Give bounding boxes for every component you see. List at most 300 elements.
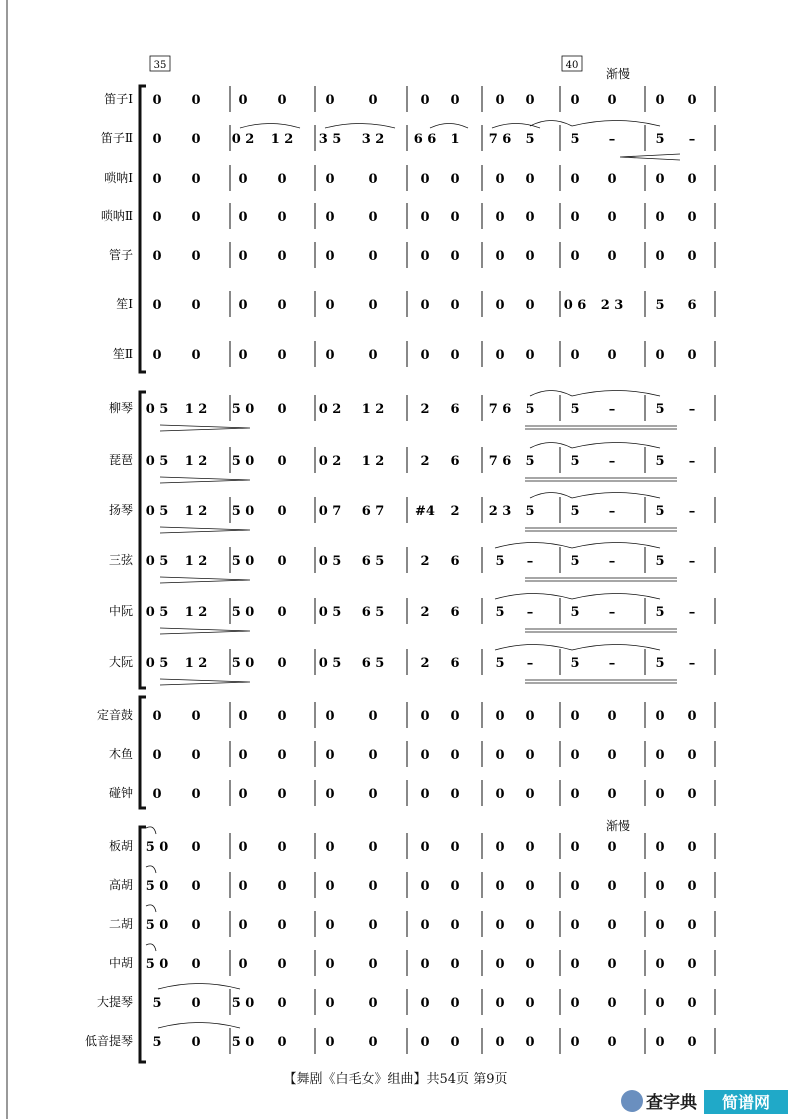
note-liuqin-5: 1 2 [361, 402, 385, 417]
note-zhongruan-5: 6 5 [361, 605, 385, 620]
note-bass-7: 0 [450, 1035, 460, 1050]
tie [530, 493, 572, 499]
hairpin [620, 154, 680, 160]
note-sheng2-12: 0 [655, 348, 665, 363]
note-suona1-11: 0 [607, 172, 617, 187]
note-muyu-8: 0 [495, 748, 505, 763]
note-pipa-6: 2 [420, 454, 430, 469]
note-daruan-7: 6 [450, 656, 460, 671]
note-zhongruan-12: 5 [655, 605, 665, 620]
note-yangqin-9: 5 [525, 504, 535, 519]
note-suona2-2: 0 [238, 210, 248, 225]
note-sheng2-0: 0 [152, 348, 162, 363]
note-erhu-7: 0 [450, 918, 460, 933]
instrument-label-erhu: 二胡 [108, 917, 133, 931]
note-suona1-0: 0 [152, 172, 162, 187]
note-sheng1-6: 0 [420, 298, 430, 313]
note-zhonghu-13: 0 [687, 957, 697, 972]
note-sanxian-13: – [688, 554, 696, 569]
note-banhu-7: 0 [450, 840, 460, 855]
note-liuqin-3: 0 [277, 402, 287, 417]
note-zhonghu-1: 0 [191, 957, 201, 972]
note-gaohu-4: 0 [325, 879, 335, 894]
note-zhonghu-10: 0 [570, 957, 580, 972]
slur [492, 124, 540, 129]
note-liuqin-8: 7 6 [488, 402, 512, 417]
note-suona2-11: 0 [607, 210, 617, 225]
note-bass-6: 0 [420, 1035, 430, 1050]
note-cello-8: 0 [495, 996, 505, 1011]
note-banhu-10: 0 [570, 840, 580, 855]
note-erhu-4: 0 [325, 918, 335, 933]
instrument-label-suona2: 唢呐Ⅱ [100, 209, 133, 223]
note-cello-1: 0 [191, 996, 201, 1011]
note-zhonghu-0: 5 0 [145, 957, 169, 972]
note-yangqin-12: 5 [655, 504, 665, 519]
tie [158, 1023, 240, 1029]
note-guanzi-9: 0 [525, 249, 535, 264]
note-pipa-9: 5 [525, 454, 535, 469]
note-dizi2-0: 0 [152, 132, 162, 147]
note-dizi1-11: 0 [607, 93, 617, 108]
note-zhongruan-2: 5 0 [231, 605, 255, 620]
slur [240, 124, 300, 129]
note-daruan-0: 0 5 [145, 656, 169, 671]
instrument-label-gaohu: 高胡 [108, 878, 133, 892]
note-guanzi-0: 0 [152, 249, 162, 264]
note-pipa-7: 6 [450, 454, 460, 469]
note-sanxian-8: 5 [495, 554, 505, 569]
note-suona2-13: 0 [687, 210, 697, 225]
slur [325, 124, 395, 129]
note-pengzhong-9: 0 [525, 787, 535, 802]
note-banhu-9: 0 [525, 840, 535, 855]
tie [530, 121, 572, 127]
note-zhonghu-4: 0 [325, 957, 335, 972]
note-dizi2-12: 5 [655, 132, 665, 147]
note-yangqin-4: 0 7 [318, 504, 342, 519]
instrument-label-guanzi: 管子 [108, 248, 133, 262]
note-timp-11: 0 [607, 709, 617, 724]
note-banhu-3: 0 [277, 840, 287, 855]
note-pengzhong-5: 0 [368, 787, 378, 802]
note-muyu-4: 0 [325, 748, 335, 763]
note-guanzi-12: 0 [655, 249, 665, 264]
note-erhu-1: 0 [191, 918, 201, 933]
tie [572, 645, 660, 651]
note-guanzi-4: 0 [325, 249, 335, 264]
note-zhongruan-3: 0 [277, 605, 287, 620]
note-suona2-5: 0 [368, 210, 378, 225]
note-suona2-12: 0 [655, 210, 665, 225]
note-erhu-5: 0 [368, 918, 378, 933]
note-sheng1-9: 0 [525, 298, 535, 313]
instrument-label-zhonghu: 中胡 [108, 956, 133, 970]
note-dizi2-5: 3 2 [361, 132, 385, 147]
note-pengzhong-12: 0 [655, 787, 665, 802]
note-timp-4: 0 [325, 709, 335, 724]
note-bass-5: 0 [368, 1035, 378, 1050]
note-sheng2-6: 0 [420, 348, 430, 363]
note-zhongruan-6: 2 [420, 605, 430, 620]
note-sheng1-2: 0 [238, 298, 248, 313]
watermark-sub: 简谱网 [721, 1093, 771, 1112]
tie [572, 594, 660, 600]
note-erhu-3: 0 [277, 918, 287, 933]
instrument-label-sheng1: 笙Ⅰ [116, 297, 133, 311]
note-daruan-10: 5 [570, 656, 580, 671]
note-suona2-8: 0 [495, 210, 505, 225]
note-bass-13: 0 [687, 1035, 697, 1050]
note-sanxian-7: 6 [450, 554, 460, 569]
note-timp-8: 0 [495, 709, 505, 724]
note-liuqin-10: 5 [570, 402, 580, 417]
note-liuqin-7: 6 [450, 402, 460, 417]
note-suona1-13: 0 [687, 172, 697, 187]
note-cello-12: 0 [655, 996, 665, 1011]
note-suona2-0: 0 [152, 210, 162, 225]
instrument-label-suona1: 唢呐Ⅰ [104, 171, 133, 185]
note-sheng1-4: 0 [325, 298, 335, 313]
note-muyu-13: 0 [687, 748, 697, 763]
note-erhu-10: 0 [570, 918, 580, 933]
note-timp-13: 0 [687, 709, 697, 724]
hairpin [160, 527, 250, 533]
note-suona1-2: 0 [238, 172, 248, 187]
note-muyu-7: 0 [450, 748, 460, 763]
note-guanzi-2: 0 [238, 249, 248, 264]
tie [158, 984, 240, 990]
note-suona2-7: 0 [450, 210, 460, 225]
note-guanzi-13: 0 [687, 249, 697, 264]
note-banhu-12: 0 [655, 840, 665, 855]
note-timp-12: 0 [655, 709, 665, 724]
note-gaohu-6: 0 [420, 879, 430, 894]
note-dizi1-2: 0 [238, 93, 248, 108]
note-muyu-9: 0 [525, 748, 535, 763]
note-guanzi-5: 0 [368, 249, 378, 264]
instrument-label-zhongruan: 中阮 [108, 604, 133, 618]
tie [572, 543, 660, 549]
note-pengzhong-7: 0 [450, 787, 460, 802]
note-zhongruan-11: – [608, 605, 616, 620]
note-bass-3: 0 [277, 1035, 287, 1050]
tie [146, 905, 156, 912]
tempo-mark-lower: 渐慢 [605, 819, 631, 833]
note-erhu-13: 0 [687, 918, 697, 933]
note-suona1-7: 0 [450, 172, 460, 187]
note-banhu-11: 0 [607, 840, 617, 855]
note-dizi2-6: 6 6 [413, 132, 437, 147]
note-pipa-11: – [608, 454, 616, 469]
instrument-label-cello: 大提琴 [96, 995, 133, 1009]
note-sheng2-7: 0 [450, 348, 460, 363]
note-sheng1-10: 0 6 [563, 298, 587, 313]
hairpin [160, 577, 250, 583]
note-guanzi-8: 0 [495, 249, 505, 264]
note-erhu-6: 0 [420, 918, 430, 933]
tie [572, 121, 660, 127]
note-dizi1-13: 0 [687, 93, 697, 108]
instrument-label-yangqin: 扬琴 [108, 503, 133, 517]
note-sheng2-1: 0 [191, 348, 201, 363]
hairpin [160, 628, 250, 634]
note-daruan-13: – [688, 656, 696, 671]
note-bass-10: 0 [570, 1035, 580, 1050]
note-zhonghu-7: 0 [450, 957, 460, 972]
note-dizi2-1: 0 [191, 132, 201, 147]
note-sanxian-3: 0 [277, 554, 287, 569]
note-bass-0: 5 [152, 1035, 162, 1050]
note-gaohu-2: 0 [238, 879, 248, 894]
note-pipa-2: 5 0 [231, 454, 255, 469]
note-muyu-1: 0 [191, 748, 201, 763]
watermark-mascot-icon [621, 1090, 643, 1112]
note-liuqin-6: 2 [420, 402, 430, 417]
note-dizi1-3: 0 [277, 93, 287, 108]
note-muyu-5: 0 [368, 748, 378, 763]
note-liuqin-12: 5 [655, 402, 665, 417]
note-liuqin-11: – [608, 402, 616, 417]
note-yangqin-1: 1 2 [184, 504, 208, 519]
note-cello-3: 0 [277, 996, 287, 1011]
note-suona1-10: 0 [570, 172, 580, 187]
note-muyu-12: 0 [655, 748, 665, 763]
note-muyu-11: 0 [607, 748, 617, 763]
note-pengzhong-2: 0 [238, 787, 248, 802]
note-sheng2-11: 0 [607, 348, 617, 363]
hairpin [160, 477, 250, 483]
note-suona1-9: 0 [525, 172, 535, 187]
note-pengzhong-8: 0 [495, 787, 505, 802]
note-suona2-9: 0 [525, 210, 535, 225]
note-yangqin-8: 2 3 [488, 504, 512, 519]
note-bass-8: 0 [495, 1035, 505, 1050]
note-zhongruan-9: – [526, 605, 534, 620]
note-daruan-4: 0 5 [318, 656, 342, 671]
note-zhonghu-9: 0 [525, 957, 535, 972]
note-liuqin-4: 0 2 [318, 402, 342, 417]
note-pengzhong-3: 0 [277, 787, 287, 802]
note-bass-2: 5 0 [231, 1035, 255, 1050]
note-pengzhong-11: 0 [607, 787, 617, 802]
note-dizi2-8: 7 6 [488, 132, 512, 147]
note-guanzi-10: 0 [570, 249, 580, 264]
note-gaohu-7: 0 [450, 879, 460, 894]
note-timp-1: 0 [191, 709, 201, 724]
note-suona1-1: 0 [191, 172, 201, 187]
note-cello-10: 0 [570, 996, 580, 1011]
note-timp-3: 0 [277, 709, 287, 724]
note-cello-4: 0 [325, 996, 335, 1011]
note-sheng1-5: 0 [368, 298, 378, 313]
note-cello-6: 0 [420, 996, 430, 1011]
note-suona1-6: 0 [420, 172, 430, 187]
note-yangqin-2: 5 0 [231, 504, 255, 519]
note-cello-0: 5 [152, 996, 162, 1011]
note-pengzhong-13: 0 [687, 787, 697, 802]
note-timp-6: 0 [420, 709, 430, 724]
instrument-label-banhu: 板胡 [108, 839, 133, 853]
note-suona2-1: 0 [191, 210, 201, 225]
note-zhonghu-5: 0 [368, 957, 378, 972]
note-dizi2-3: 1 2 [270, 132, 294, 147]
note-sanxian-12: 5 [655, 554, 665, 569]
note-dizi1-6: 0 [420, 93, 430, 108]
rehearsal-mark-35: 35 [153, 60, 167, 71]
note-sheng1-7: 0 [450, 298, 460, 313]
note-suona2-4: 0 [325, 210, 335, 225]
note-dizi1-5: 0 [368, 93, 378, 108]
note-sanxian-6: 2 [420, 554, 430, 569]
note-erhu-2: 0 [238, 918, 248, 933]
note-cello-9: 0 [525, 996, 535, 1011]
note-timp-7: 0 [450, 709, 460, 724]
note-dizi1-0: 0 [152, 93, 162, 108]
note-sheng2-5: 0 [368, 348, 378, 363]
note-dizi2-13: – [688, 132, 696, 147]
bracket-winds [140, 86, 146, 372]
note-sheng1-1: 0 [191, 298, 201, 313]
note-bass-9: 0 [525, 1035, 535, 1050]
note-banhu-1: 0 [191, 840, 201, 855]
note-gaohu-1: 0 [191, 879, 201, 894]
note-sanxian-1: 1 2 [184, 554, 208, 569]
note-sanxian-9: – [526, 554, 534, 569]
note-yangqin-5: 6 7 [361, 504, 385, 519]
watermark-brand: 查字典 [646, 1093, 697, 1113]
note-daruan-1: 1 2 [184, 656, 208, 671]
note-sanxian-4: 0 5 [318, 554, 342, 569]
bracket-percussion [140, 697, 146, 808]
note-timp-0: 0 [152, 709, 162, 724]
note-liuqin-1: 1 2 [184, 402, 208, 417]
note-sheng1-0: 0 [152, 298, 162, 313]
watermark [618, 1086, 788, 1116]
note-banhu-13: 0 [687, 840, 697, 855]
note-bass-12: 0 [655, 1035, 665, 1050]
note-muyu-10: 0 [570, 748, 580, 763]
note-pipa-1: 1 2 [184, 454, 208, 469]
note-suona1-4: 0 [325, 172, 335, 187]
note-guanzi-11: 0 [607, 249, 617, 264]
note-dizi2-7: 1 [450, 132, 460, 147]
note-sanxian-0: 0 5 [145, 554, 169, 569]
note-dizi1-9: 0 [525, 93, 535, 108]
tie [530, 391, 572, 397]
note-sheng1-13: 6 [687, 298, 697, 313]
note-timp-2: 0 [238, 709, 248, 724]
note-dizi1-8: 0 [495, 93, 505, 108]
note-daruan-2: 5 0 [231, 656, 255, 671]
note-daruan-11: – [608, 656, 616, 671]
note-zhongruan-8: 5 [495, 605, 505, 620]
instrument-label-liuqin: 柳琴 [108, 401, 133, 415]
note-dizi2-4: 3 5 [318, 132, 342, 147]
bracket-plucked [140, 392, 146, 688]
note-dizi1-12: 0 [655, 93, 665, 108]
note-zhonghu-11: 0 [607, 957, 617, 972]
note-sheng2-9: 0 [525, 348, 535, 363]
note-gaohu-3: 0 [277, 879, 287, 894]
note-erhu-8: 0 [495, 918, 505, 933]
note-zhongruan-7: 6 [450, 605, 460, 620]
note-bass-1: 0 [191, 1035, 201, 1050]
note-sheng2-4: 0 [325, 348, 335, 363]
note-yangqin-13: – [688, 504, 696, 519]
note-sheng1-3: 0 [277, 298, 287, 313]
tie [530, 443, 572, 449]
note-guanzi-1: 0 [191, 249, 201, 264]
note-liuqin-0: 0 5 [145, 402, 169, 417]
note-sheng2-8: 0 [495, 348, 505, 363]
note-gaohu-11: 0 [607, 879, 617, 894]
note-banhu-4: 0 [325, 840, 335, 855]
note-pengzhong-1: 0 [191, 787, 201, 802]
note-muyu-3: 0 [277, 748, 287, 763]
note-suona1-5: 0 [368, 172, 378, 187]
note-dizi2-11: – [608, 132, 616, 147]
note-daruan-12: 5 [655, 656, 665, 671]
note-banhu-2: 0 [238, 840, 248, 855]
note-banhu-8: 0 [495, 840, 505, 855]
note-cello-11: 0 [607, 996, 617, 1011]
note-bass-4: 0 [325, 1035, 335, 1050]
note-sanxian-11: – [608, 554, 616, 569]
note-sheng2-10: 0 [570, 348, 580, 363]
note-pipa-8: 7 6 [488, 454, 512, 469]
instrument-label-muyu: 木鱼 [108, 747, 133, 761]
tie [572, 493, 660, 499]
note-suona2-10: 0 [570, 210, 580, 225]
slur [430, 124, 468, 129]
note-banhu-5: 0 [368, 840, 378, 855]
note-dizi2-2: 0 2 [231, 132, 255, 147]
note-zhonghu-2: 0 [238, 957, 248, 972]
note-pipa-5: 1 2 [361, 454, 385, 469]
note-erhu-12: 0 [655, 918, 665, 933]
note-gaohu-10: 0 [570, 879, 580, 894]
note-zhongruan-0: 0 5 [145, 605, 169, 620]
note-dizi1-4: 0 [325, 93, 335, 108]
note-zhongruan-4: 0 5 [318, 605, 342, 620]
note-bass-11: 0 [607, 1035, 617, 1050]
note-suona1-8: 0 [495, 172, 505, 187]
tempo-mark-top: 渐慢 [605, 67, 631, 81]
note-yangqin-11: – [608, 504, 616, 519]
note-sanxian-10: 5 [570, 554, 580, 569]
note-daruan-8: 5 [495, 656, 505, 671]
note-pipa-13: – [688, 454, 696, 469]
note-suona2-3: 0 [277, 210, 287, 225]
note-muyu-2: 0 [238, 748, 248, 763]
note-zhonghu-8: 0 [495, 957, 505, 972]
instrument-label-dizi1: 笛子Ⅰ [104, 92, 133, 106]
instrument-label-dizi2: 笛子Ⅱ [100, 131, 133, 145]
note-daruan-9: – [526, 656, 534, 671]
note-liuqin-2: 5 0 [231, 402, 255, 417]
note-sheng2-3: 0 [277, 348, 287, 363]
note-pengzhong-6: 0 [420, 787, 430, 802]
note-guanzi-6: 0 [420, 249, 430, 264]
note-suona1-12: 0 [655, 172, 665, 187]
note-timp-10: 0 [570, 709, 580, 724]
note-zhongruan-1: 1 2 [184, 605, 208, 620]
note-zhonghu-3: 0 [277, 957, 287, 972]
note-zhongruan-13: – [688, 605, 696, 620]
note-sheng1-12: 5 [655, 298, 665, 313]
instrument-label-sheng2: 笙Ⅱ [112, 347, 133, 361]
